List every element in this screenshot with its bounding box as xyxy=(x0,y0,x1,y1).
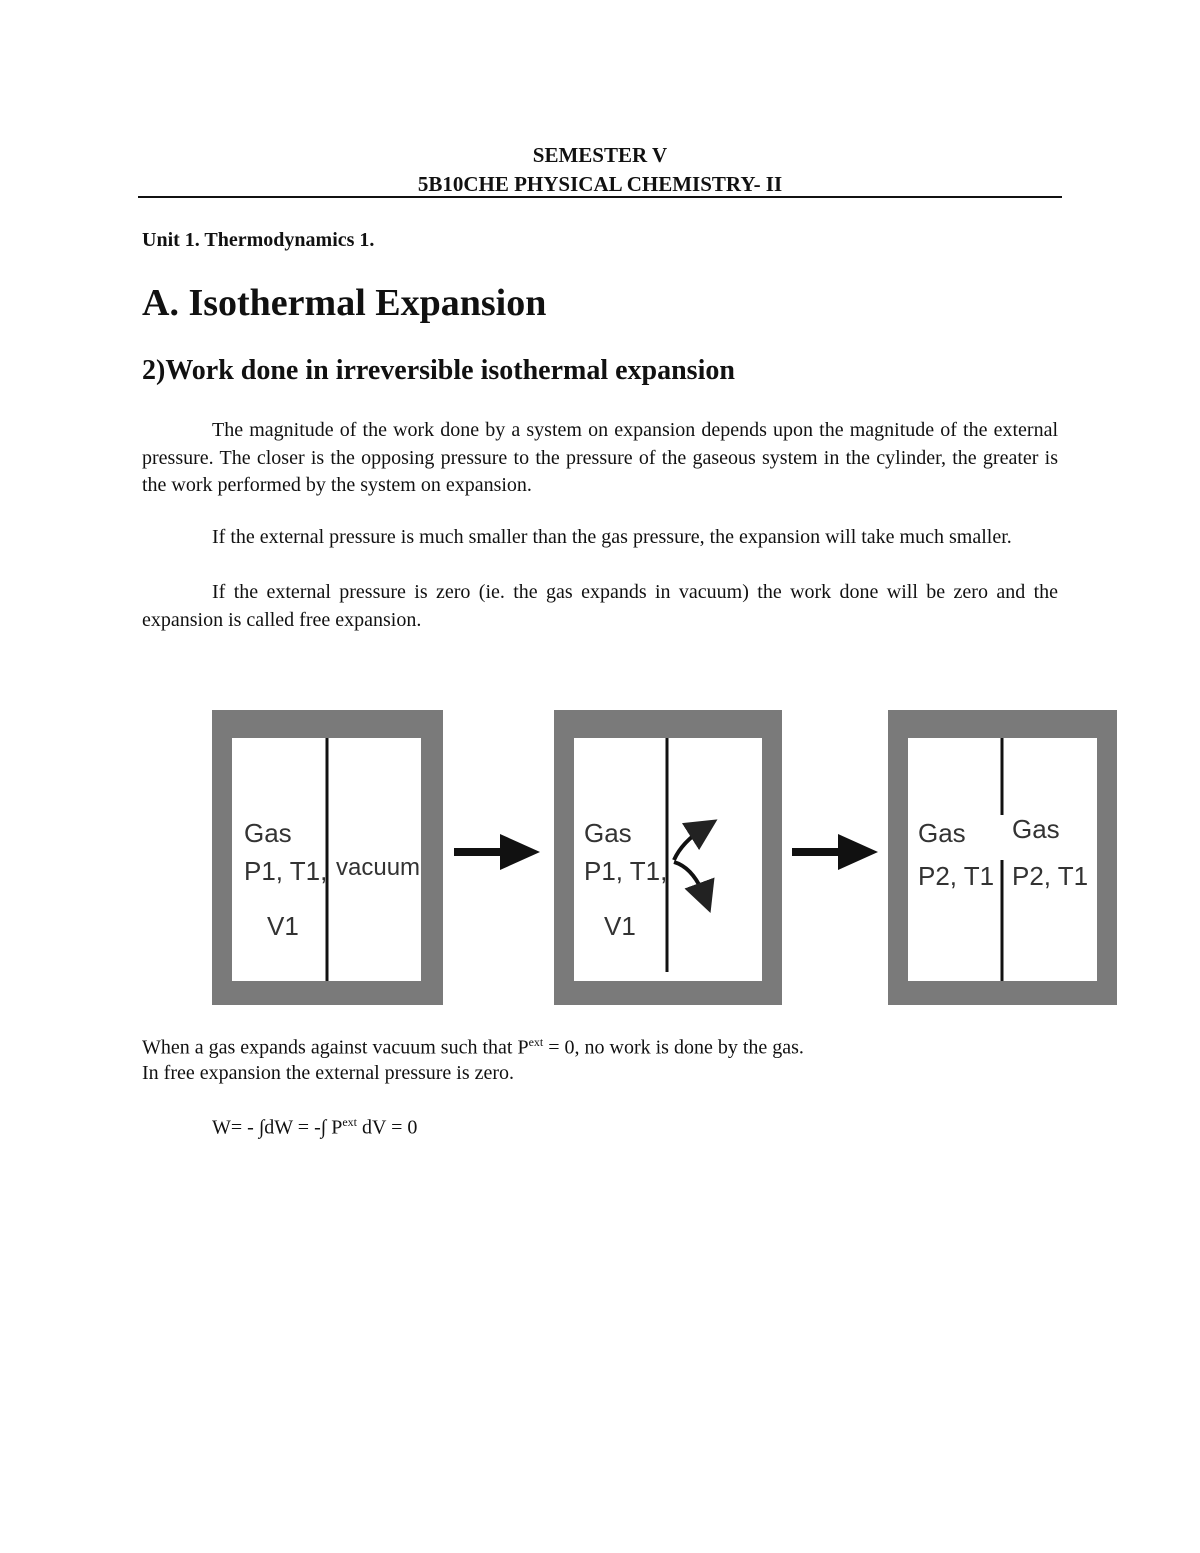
panel3-left-state-label: P2, T1 xyxy=(918,861,995,891)
panel3-right-state-label: P2, T1 xyxy=(1012,861,1089,891)
semester-heading: SEMESTER V xyxy=(532,143,668,167)
panel-1 xyxy=(212,710,443,1005)
arrow-right-icon xyxy=(792,834,878,870)
unit-heading: Unit 1. Thermodynamics 1. xyxy=(142,229,375,251)
arrow-right-icon xyxy=(454,834,540,870)
panel1-volume-label: V1 xyxy=(267,911,299,941)
free-expansion-statement: In free expansion the external pressure is zero. xyxy=(142,1062,515,1084)
header-rule xyxy=(138,196,1062,198)
vacuum-statement: When a gas expands against vacuum such that $P^{ext} = 0$, no work is done by the gas. xyxy=(142,1035,804,1059)
work-equation: W= - ∫dW = -∫ $P^{ext}$ dV = 0 xyxy=(212,1115,418,1139)
free-expansion-figure xyxy=(212,710,1117,1005)
panel3-right-gas-label: Gas xyxy=(1012,814,1060,844)
panel2-state-label: P1, T1, xyxy=(584,856,668,886)
panel-3 xyxy=(888,710,1117,1005)
panel1-gas-label: Gas xyxy=(244,818,292,848)
panel-2 xyxy=(554,710,782,1005)
subsection-title: 2)Work done in irreversible isothermal expansion xyxy=(142,355,735,386)
paragraph-2: If the external pressure is much smaller than the gas pressure, the expansion will take much smaller. xyxy=(212,526,1012,548)
panel1-vacuum-label: vacuum xyxy=(336,854,421,881)
panel2-gas-label: Gas xyxy=(584,818,632,848)
panel3-left-gas-label: Gas xyxy=(918,818,966,848)
section-title: A. Isothermal Expansion xyxy=(142,282,547,324)
panel2-volume-label: V1 xyxy=(604,911,636,941)
course-heading: 5B10CHE PHYSICAL CHEMISTRY- II xyxy=(417,172,783,196)
paragraph-3: If the external pressure is zero (ie. the gas expands in vacuum) the work done will be zero and the expansion is called free expansion. xyxy=(142,581,1058,631)
paragraph-1: The magnitude of the work done by a system on expansion depends upon the magnitude of the external pressure. The closer is the opposing pressure to the pressure of the gaseous system in the cylinder, the greater is the work performed by the system on expansion. xyxy=(142,419,1058,496)
panel1-state-label: P1, T1, xyxy=(244,856,328,886)
